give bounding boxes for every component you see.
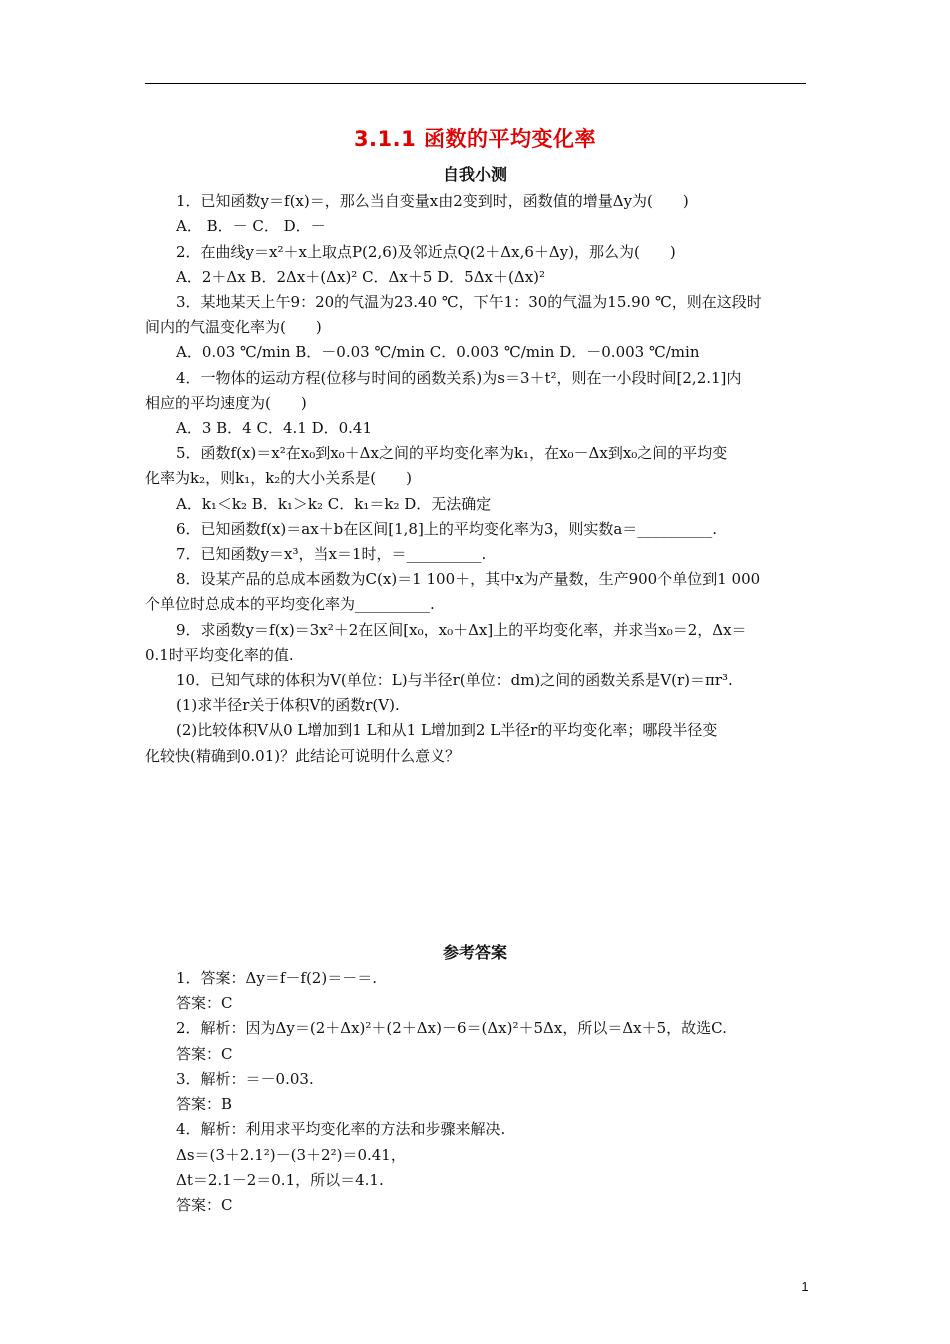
- question-1-options: A． B．－ C． D．－: [176, 217, 326, 235]
- question-5-cont: 化率为k₂，则k₁，k₂的大小关系是( ): [145, 469, 413, 487]
- question-4: 4．一物体的运动方程(位移与时间的函数关系)为s＝3＋t²，则在一小段时间[2,2.1]内: [176, 369, 742, 387]
- question-9-cont: 0.1时平均变化率的值.: [145, 646, 294, 664]
- question-3-cont: 间内的气温变化率为( ): [145, 318, 322, 336]
- header-rule: [145, 83, 806, 84]
- section-heading-exercises: 自我小测: [442, 165, 507, 184]
- question-8: 8．设某产品的总成本函数为C(x)＝1 100＋，其中x为产量数，生产900个单位到1 000: [176, 570, 761, 588]
- page-number: 1: [801, 1279, 809, 1294]
- question-10-part-2: (2)比较体积V从0 L增加到1 L和从1 L增加到2 L半径r的平均变化率；哪段半径变: [176, 721, 718, 739]
- answer-1: 1．答案：Δy＝f－f(2)＝－＝.: [176, 969, 377, 987]
- answer-3: 3．解析：＝－0.03.: [176, 1070, 314, 1088]
- question-2-options: A．2＋Δx B．2Δx＋(Δx)² C．Δx＋5 D．5Δx＋(Δx)²: [176, 268, 546, 286]
- answer-3-choice: 答案：B: [176, 1095, 233, 1113]
- question-10-part-1: (1)求半径r关于体积V的函数r(V).: [176, 696, 400, 714]
- answer-4-step-1: Δs＝(3＋2.1²)－(3＋2²)＝0.41，: [176, 1146, 406, 1164]
- question-10-part-2-cont: 化较快(精确到0.01)？此结论可说明什么意义？: [145, 747, 461, 765]
- question-9: 9．求函数y＝f(x)＝3x²＋2在区间[x₀，x₀＋Δx]上的平均变化率，并求当x₀＝2，Δx＝: [176, 621, 747, 639]
- question-8-cont: 个单位时总成本的平均变化率为__________.: [145, 595, 435, 613]
- answer-1-choice: 答案：C: [176, 994, 233, 1012]
- answer-4-step-2: Δt＝2.1－2＝0.1，所以＝4.1.: [176, 1171, 384, 1189]
- question-7: 7．已知函数y＝x³，当x＝1时，＝__________.: [176, 545, 487, 563]
- page-title: 3.1.1 函数的平均变化率: [353, 127, 597, 151]
- question-10: 10．已知气球的体积为V(单位：L)与半径r(单位：dm)之间的函数关系是V(r)＝πr³.: [176, 671, 733, 689]
- answer-4: 4．解析：利用求平均变化率的方法和步骤来解决.: [176, 1120, 506, 1138]
- answer-2-choice: 答案：C: [176, 1045, 233, 1063]
- question-1: 1．已知函数y＝f(x)＝，那么当自变量x由2变到时，函数值的增量Δy为( ): [176, 192, 689, 210]
- question-5: 5．函数f(x)＝x²在x₀到x₀＋Δx之间的平均变化率为k₁，在x₀－Δx到x₀之间的平均变: [176, 444, 728, 462]
- question-4-options: A．3 B．4 C．4.1 D．0.41: [176, 419, 373, 437]
- question-5-options: A．k₁＜k₂ B．k₁＞k₂ C．k₁＝k₂ D．无法确定: [176, 495, 492, 513]
- section-heading-answers: 参考答案: [442, 943, 507, 962]
- question-3-options: A．0.03 ℃/min B．－0.03 ℃/min C．0.003 ℃/min D．－0.003 ℃/min: [176, 343, 700, 361]
- answer-2: 2．解析：因为Δy＝(2＋Δx)²＋(2＋Δx)－6＝(Δx)²＋5Δx，所以＝Δx＋5，故选C.: [176, 1019, 727, 1037]
- question-3: 3．某地某天上午9：20的气温为23.40 ℃，下午1：30的气温为15.90 ℃，则在这段时: [176, 293, 762, 311]
- question-6: 6．已知函数f(x)＝ax＋b在区间[1,8]上的平均变化率为3，则实数a＝__________.: [176, 520, 718, 538]
- answer-4-choice: 答案：C: [176, 1196, 233, 1214]
- question-2: 2．在曲线y＝x²＋x上取点P(2,6)及邻近点Q(2＋Δx,6＋Δy)，那么为( ): [176, 243, 676, 261]
- question-4-cont: 相应的平均速度为( ): [145, 394, 307, 412]
